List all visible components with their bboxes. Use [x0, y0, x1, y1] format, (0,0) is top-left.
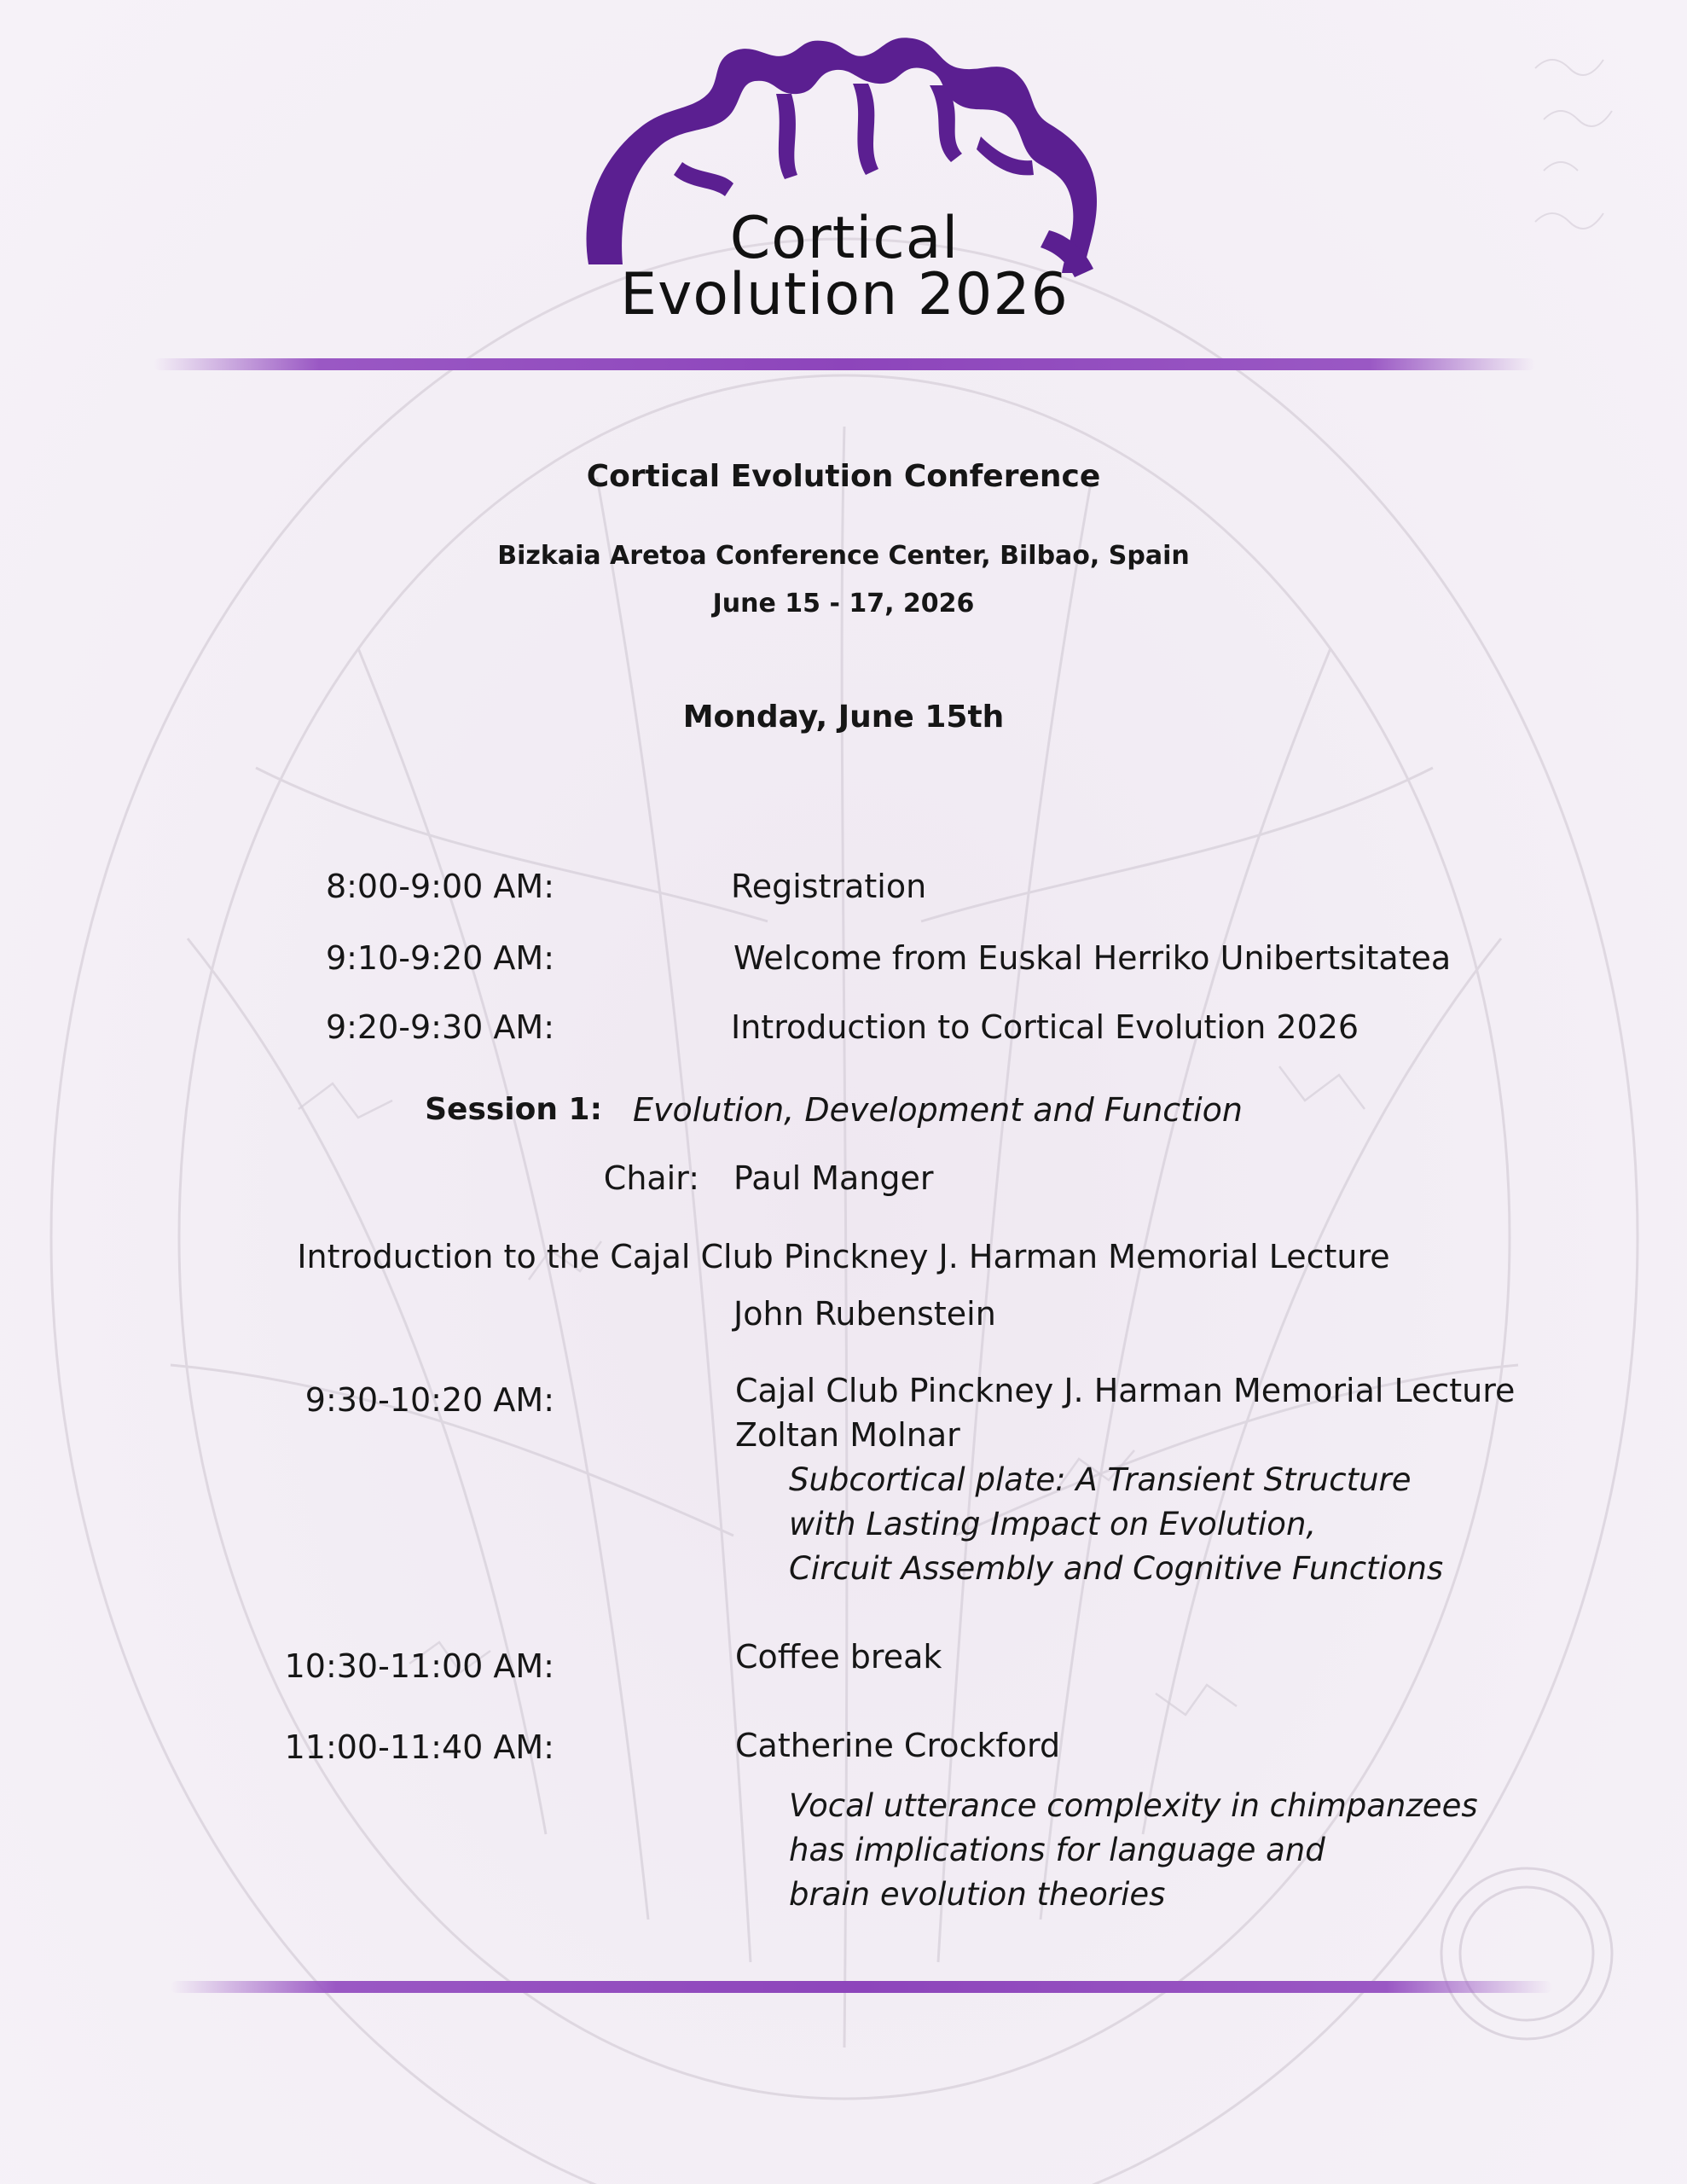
schedule-time: 9:30-10:20 AM:	[304, 1381, 554, 1419]
top-divider	[154, 358, 1535, 370]
chair-name: Paul Manger	[733, 1159, 934, 1197]
schedule-time: 9:20-9:30 AM:	[325, 1008, 554, 1046]
coffee-break: Coffee break	[735, 1638, 942, 1676]
schedule-item: Introduction to Cortical Evolution 2026	[731, 1008, 1359, 1046]
conference-dates: June 15 - 17, 2026	[712, 589, 975, 619]
talk-title-line: brain evolution theories	[789, 1876, 1166, 1913]
logo-title-line1: Cortical	[729, 205, 959, 272]
schedule-time: 9:10-9:20 AM:	[325, 939, 554, 977]
schedule-time: 10:30-11:00 AM:	[284, 1647, 554, 1685]
intro-lecture-speaker: John Rubenstein	[733, 1295, 996, 1333]
logo-title-line2: Evolution 2026	[620, 261, 1069, 328]
schedule-time: 8:00-9:00 AM:	[325, 868, 554, 905]
intro-lecture-title: Introduction to the Cajal Club Pinckney J. Harman Memorial Lecture	[297, 1238, 1390, 1275]
lecture-title: Cajal Club Pinckney J. Harman Memorial Lecture	[735, 1372, 1516, 1409]
bottom-divider	[171, 1981, 1552, 1993]
session-label: Session 1:	[425, 1092, 602, 1127]
lecture-talk-title-line: Subcortical plate: A Transient Structure	[789, 1461, 1412, 1498]
venue: Bizkaia Aretoa Conference Center, Bilbao, Spain	[497, 541, 1190, 571]
chair-label: Chair:	[603, 1159, 699, 1197]
session-title: Evolution, Development and Function	[633, 1091, 1243, 1129]
conference-title: Cortical Evolution Conference	[586, 459, 1101, 494]
day-heading: Monday, June 15th	[682, 700, 1005, 735]
talk-title-line: Vocal utterance complexity in chimpanzees	[789, 1787, 1478, 1824]
schedule-time: 11:00-11:40 AM:	[284, 1728, 554, 1766]
lecture-talk-title-line: Circuit Assembly and Cognitive Functions	[789, 1550, 1444, 1587]
schedule-item: Welcome from Euskal Herriko Unibertsitatea	[733, 939, 1452, 977]
talk-speaker: Catherine Crockford	[735, 1727, 1061, 1764]
schedule-item: Registration	[731, 868, 927, 905]
lecture-talk-title-line: with Lasting Impact on Evolution,	[789, 1506, 1317, 1542]
talk-title-line: has implications for language and	[789, 1832, 1325, 1868]
lecture-speaker: Zoltan Molnar	[735, 1416, 960, 1454]
